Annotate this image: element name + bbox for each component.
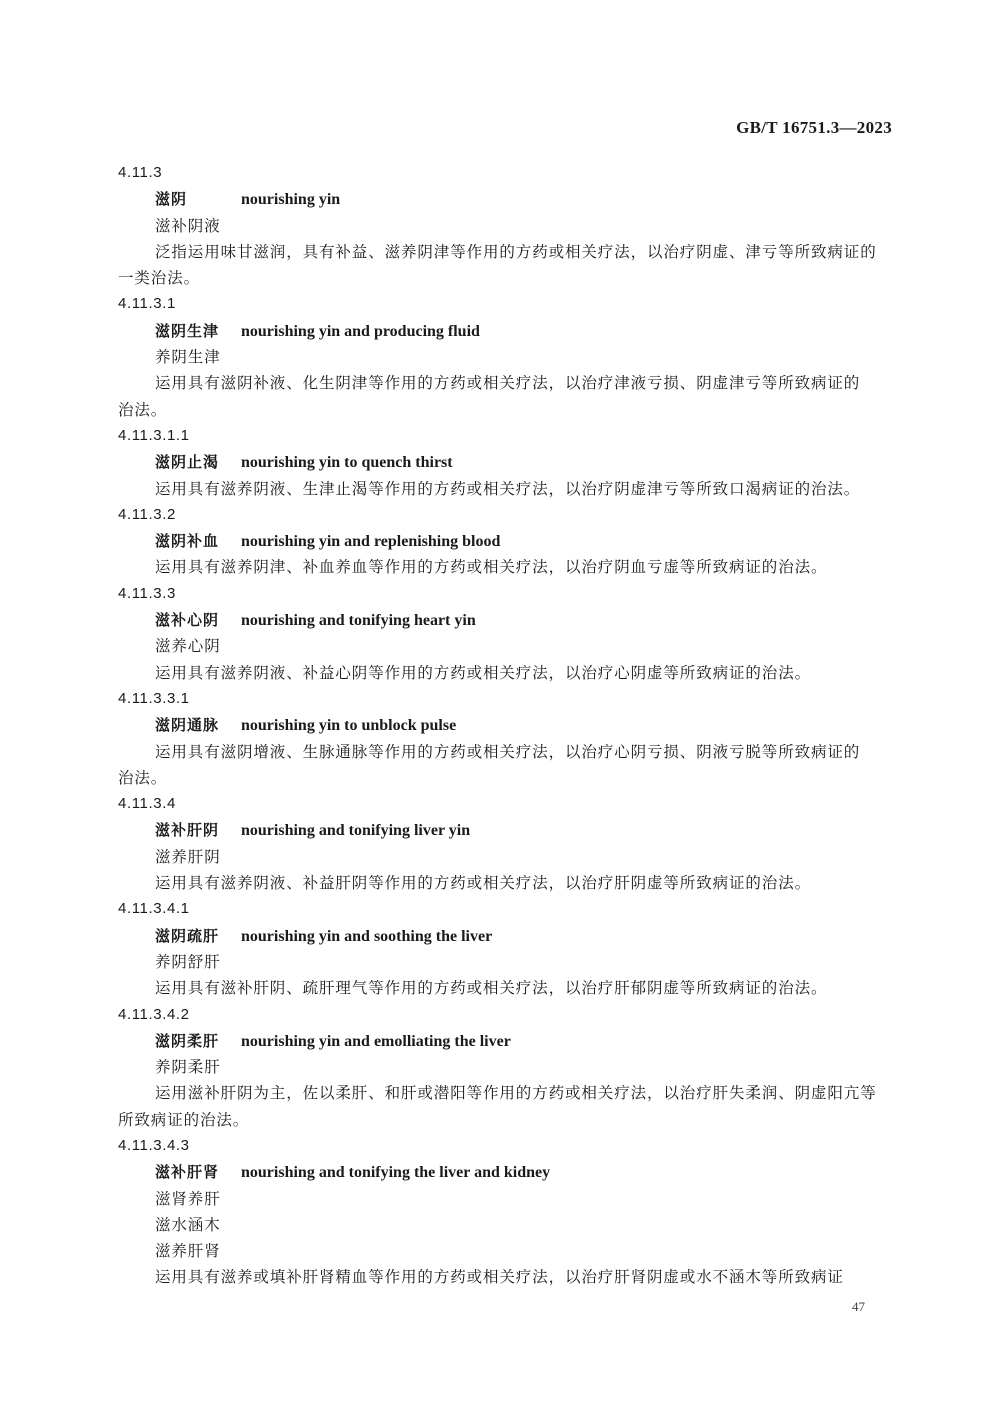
term-line bbox=[118, 712, 894, 738]
definition-line: 所致病证的治法。 bbox=[118, 1110, 250, 1129]
synonym: 滋水涵木 bbox=[155, 1215, 221, 1234]
term-english: nourishing yin and producing fluid bbox=[241, 322, 480, 340]
term-chinese: 滋补肝阴 bbox=[155, 821, 220, 840]
entry-number: 4.11.3.4.1 bbox=[118, 900, 190, 918]
term-line bbox=[118, 923, 894, 949]
term-chinese: 滋补肝肾 bbox=[155, 1163, 220, 1182]
term-english: nourishing yin to quench thirst bbox=[241, 454, 453, 472]
definition-line: 运用具有滋补肝阴、疏肝理气等作用的方药或相关疗法，以治疗肝郁阴虚等所致病证的治法。 bbox=[155, 979, 828, 998]
definition-line: 运用具有滋阴增液、生脉通脉等作用的方药或相关疗法，以治疗心阴亏损、阴液亏脱等所致病证的 bbox=[155, 742, 861, 761]
term-line bbox=[118, 607, 894, 633]
entry-number: 4.11.3.1.1 bbox=[118, 426, 190, 444]
synonym: 滋养肝阴 bbox=[155, 847, 221, 866]
entry-number: 4.11.3.2 bbox=[118, 505, 176, 523]
term-line bbox=[118, 817, 894, 843]
entry-number: 4.11.3.4 bbox=[118, 795, 176, 813]
term-line bbox=[118, 1159, 894, 1185]
synonym: 滋养心阴 bbox=[155, 637, 221, 656]
definition-line: 运用具有滋养阴液、生津止渴等作用的方药或相关疗法，以治疗阴虚津亏等所致口渴病证的治法。 bbox=[155, 479, 861, 498]
synonym: 滋补阴液 bbox=[155, 216, 221, 235]
term-chinese: 滋阴通脉 bbox=[155, 716, 220, 735]
synonym: 养阴舒肝 bbox=[155, 952, 221, 971]
term-line bbox=[118, 528, 894, 554]
term-chinese: 滋阴疏肝 bbox=[155, 926, 220, 945]
entry-number: 4.11.3.3 bbox=[118, 584, 176, 602]
term-english: nourishing yin and emolliating the liver bbox=[241, 1032, 511, 1050]
term-chinese: 滋阴止渴 bbox=[155, 453, 220, 472]
definition-line: 运用具有滋阴补液、化生阴津等作用的方药或相关疗法，以治疗津液亏损、阴虚津亏等所致病证的 bbox=[155, 374, 861, 393]
term-english: nourishing and tonifying the liver and kidney bbox=[241, 1164, 551, 1182]
definition-line: 运用具有滋养或填补肝肾精血等作用的方药或相关疗法，以治疗肝肾阴虚或水不涵木等所致病证 bbox=[155, 1268, 844, 1287]
document-body bbox=[118, 160, 894, 1291]
term-line bbox=[118, 318, 894, 344]
term-english: nourishing yin and soothing the liver bbox=[241, 927, 493, 945]
term-english: nourishing and tonifying heart yin bbox=[241, 612, 476, 630]
term-line bbox=[118, 186, 894, 212]
synonym: 养阴柔肝 bbox=[155, 1058, 221, 1077]
entry-number: 4.11.3.1 bbox=[118, 295, 176, 313]
entry-number: 4.11.3.4.3 bbox=[118, 1136, 190, 1154]
entry-number: 4.11.3.3.1 bbox=[118, 689, 190, 707]
term-line bbox=[118, 449, 894, 475]
definition-line: 一类治法。 bbox=[118, 269, 201, 288]
page-number: 47 bbox=[852, 1299, 865, 1314]
term-english: nourishing yin to unblock pulse bbox=[241, 717, 457, 735]
definition-line: 运用滋补肝阴为主，佐以柔肝、和肝或潜阳等作用的方药或相关疗法，以治疗肝失柔润、阴虚阳亢等 bbox=[155, 1084, 877, 1103]
synonym: 养阴生津 bbox=[155, 348, 221, 367]
synonym: 滋养肝肾 bbox=[155, 1242, 221, 1261]
definition-line: 运用具有滋养阴液、补益心阴等作用的方药或相关疗法，以治疗心阴虚等所致病证的治法。 bbox=[155, 663, 812, 682]
term-chinese: 滋阴柔肝 bbox=[155, 1031, 220, 1050]
term-chinese: 滋阴生津 bbox=[155, 321, 220, 340]
term-line bbox=[118, 1028, 894, 1054]
definition-line: 治法。 bbox=[118, 768, 168, 787]
definition-line: 治法。 bbox=[118, 400, 168, 419]
standard-number: GB/T 16751.3—2023 bbox=[736, 118, 892, 137]
definition-line: 泛指运用味甘滋润，具有补益、滋养阴津等作用的方药或相关疗法，以治疗阴虚、津亏等所致病证的 bbox=[155, 242, 877, 261]
term-chinese: 滋阴补血 bbox=[155, 532, 220, 551]
term-chinese: 滋补心阴 bbox=[155, 611, 220, 630]
term-english: nourishing yin bbox=[241, 191, 341, 209]
entry-number: 4.11.3 bbox=[118, 164, 163, 181]
definition-line: 运用具有滋养阴液、补益肝阴等作用的方药或相关疗法，以治疗肝阴虚等所致病证的治法。 bbox=[155, 874, 812, 893]
entry-number: 4.11.3.4.2 bbox=[118, 1005, 190, 1023]
term-english: nourishing and tonifying liver yin bbox=[241, 822, 471, 840]
term-english: nourishing yin and replenishing blood bbox=[241, 533, 501, 551]
definition-line: 运用具有滋养阴津、补血养血等作用的方药或相关疗法，以治疗阴血亏虚等所致病证的治法。 bbox=[155, 558, 828, 577]
term-chinese: 滋阴 bbox=[155, 190, 188, 209]
synonym: 滋肾养肝 bbox=[155, 1189, 221, 1208]
